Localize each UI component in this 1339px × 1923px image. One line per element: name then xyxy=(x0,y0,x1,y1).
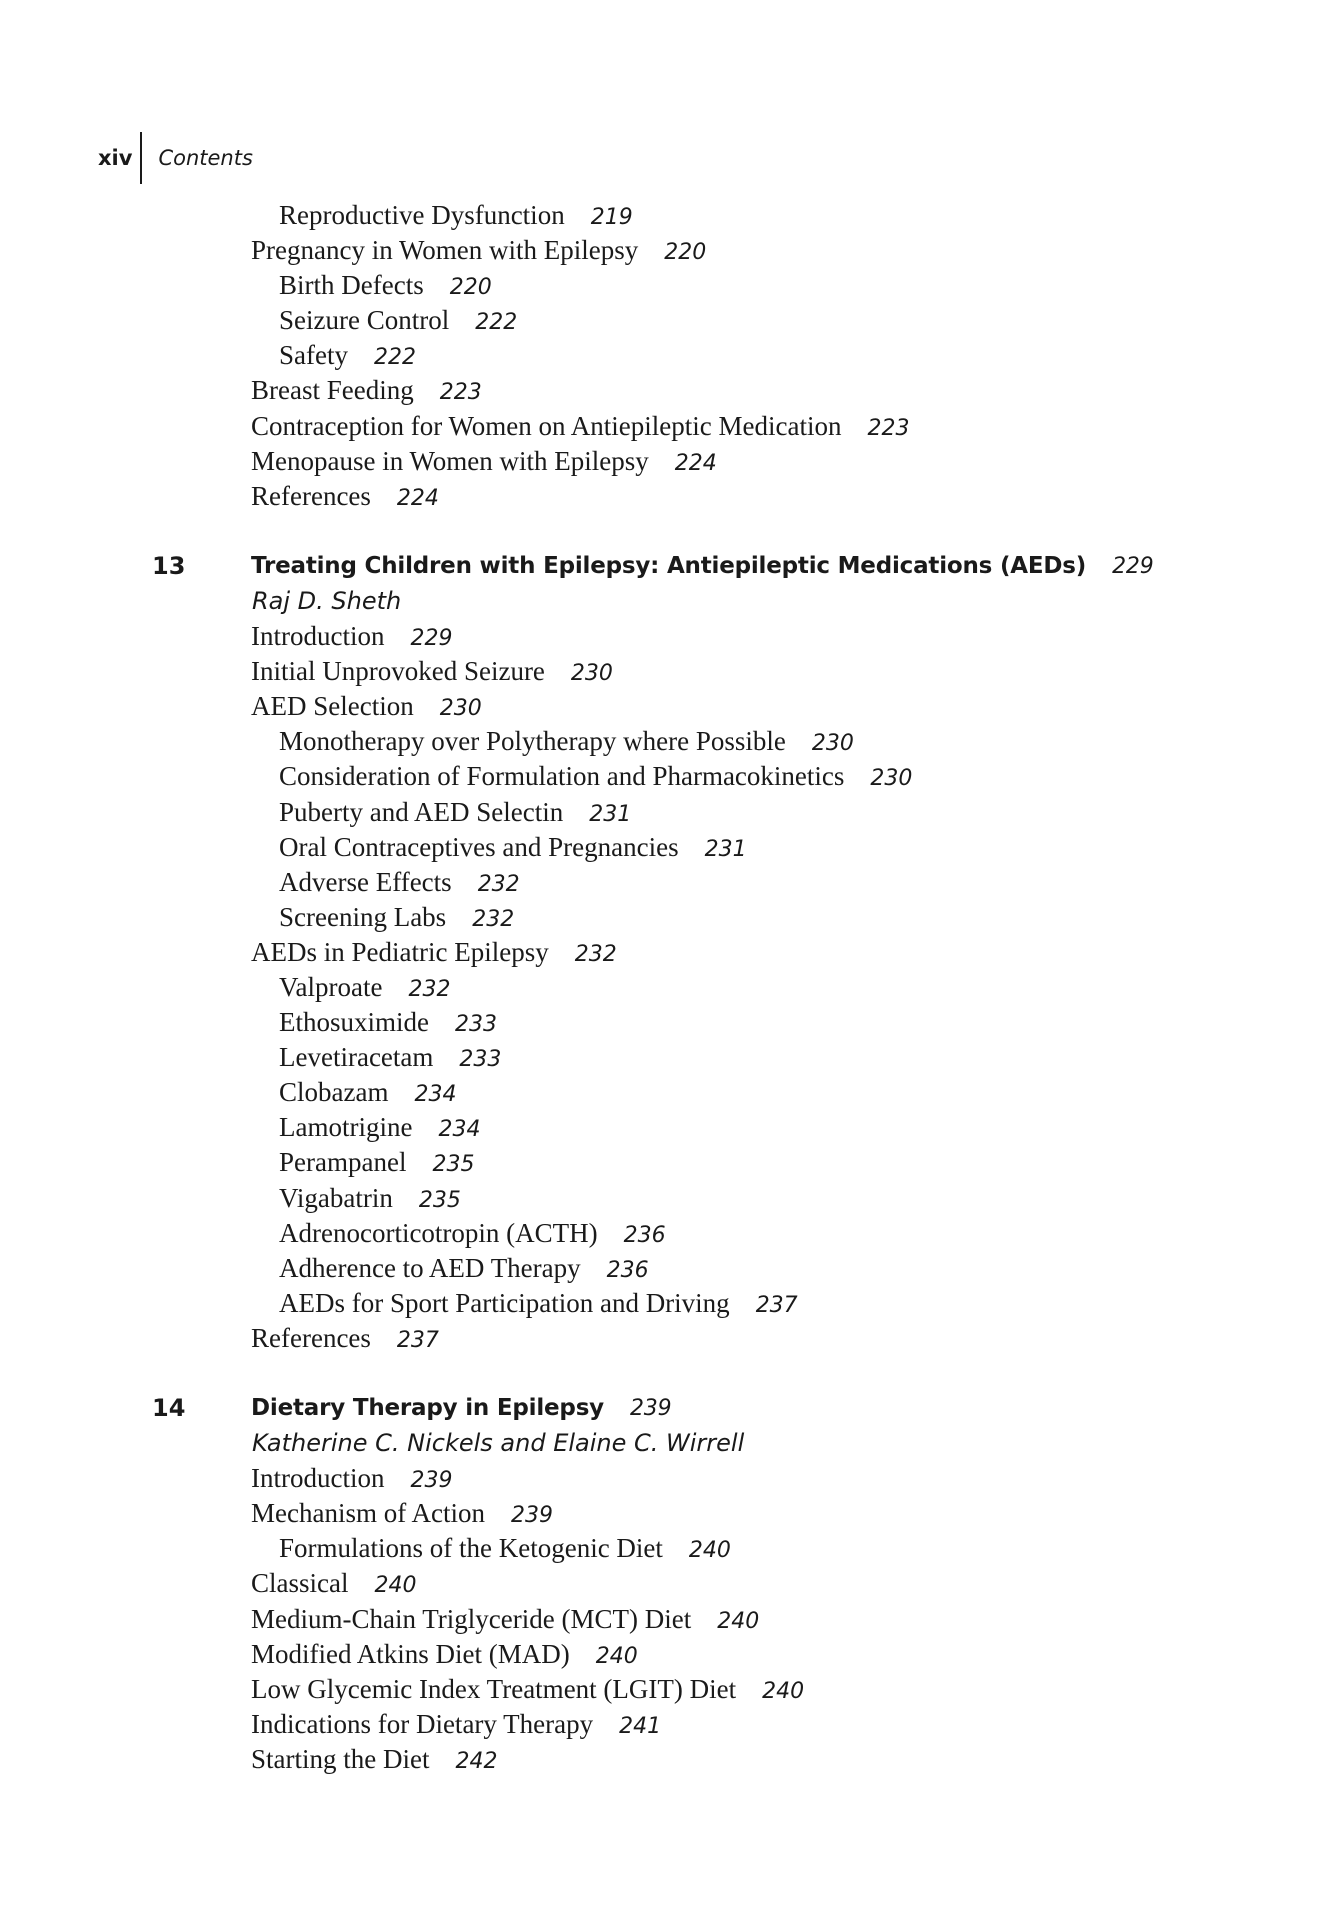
toc-entry-line xyxy=(279,970,450,1007)
chapter-page: 229 xyxy=(1112,553,1154,579)
toc-entry-page: 232 xyxy=(477,871,520,897)
toc-entry-line xyxy=(251,479,439,516)
toc-entry-line xyxy=(279,759,912,796)
toc-entry-page: 230 xyxy=(570,661,613,687)
toc-entry-title: Mechanism of Action xyxy=(251,1498,485,1529)
toc-entry xyxy=(0,409,1339,444)
toc-entry-title: Perampanel xyxy=(279,1147,407,1178)
toc-entry-page: 231 xyxy=(589,801,632,827)
toc-entry-page: 232 xyxy=(472,906,515,932)
toc-entry-title: Indications for Dietary Therapy xyxy=(251,1708,594,1739)
toc-entry-line xyxy=(279,1110,480,1147)
toc-entry-title: Medium-Chain Triglyceride (MCT) Diet xyxy=(251,1603,692,1634)
toc-entry xyxy=(0,935,1339,970)
toc-entry-page: 242 xyxy=(455,1748,498,1774)
toc-entry xyxy=(0,865,1339,900)
toc-entry-page: 224 xyxy=(674,450,717,476)
toc-entry xyxy=(0,1742,1339,1777)
toc-entry-title: Valproate xyxy=(279,971,383,1002)
toc-entry-page: 239 xyxy=(410,1468,453,1494)
toc-entry xyxy=(0,619,1339,654)
toc-entry-title: Monotherapy over Polytherapy where Possible xyxy=(279,726,786,757)
toc-entry xyxy=(0,1251,1339,1286)
toc-entry-title: Reproductive Dysfunction xyxy=(279,200,565,230)
toc-entry-page: 240 xyxy=(374,1573,417,1599)
chapter-authors: Katherine C. Nickels and Elaine C. Wirrell xyxy=(252,1429,745,1458)
toc-entry-title: AEDs in Pediatric Epilepsy xyxy=(251,936,549,967)
toc-entry xyxy=(0,1566,1339,1601)
toc-entry-title: Menopause in Women with Epilepsy xyxy=(251,445,649,476)
toc-entry-page: 234 xyxy=(414,1082,457,1108)
toc-entry xyxy=(0,689,1339,724)
toc-entry-line xyxy=(279,1531,731,1568)
toc-entry-page: 237 xyxy=(755,1292,798,1318)
toc-entry-page: 222 xyxy=(373,345,416,371)
toc-entry xyxy=(0,303,1339,338)
toc-entry-page: 241 xyxy=(619,1713,662,1739)
toc-entry-title: Introduction xyxy=(251,1463,385,1494)
toc-entry-title: Screening Labs xyxy=(279,901,447,932)
chapter-title: Dietary Therapy in Epilepsy xyxy=(251,1395,604,1421)
toc-entry-line xyxy=(279,1075,456,1112)
toc-entry-title: Adherence to AED Therapy xyxy=(279,1252,581,1283)
header-divider xyxy=(140,132,142,184)
toc-entry-title: Safety xyxy=(279,340,348,371)
toc-entry xyxy=(0,1321,1339,1356)
toc-entry xyxy=(0,233,1339,268)
toc-entry xyxy=(0,198,1339,233)
toc-entry-line xyxy=(251,409,909,446)
toc-entry-line xyxy=(279,338,416,375)
toc-entry xyxy=(0,373,1339,408)
toc-entry-line xyxy=(251,689,482,726)
toc-entry xyxy=(0,1602,1339,1637)
toc-entry-line xyxy=(251,1742,497,1779)
toc-entry-line xyxy=(251,373,482,410)
toc-entry xyxy=(0,1707,1339,1742)
chapter-title: Treating Children with Epilepsy: Antiepileptic Medications (AEDs) xyxy=(251,552,1087,579)
toc-entry-page: 236 xyxy=(623,1222,666,1248)
toc-entry-page: 237 xyxy=(396,1327,439,1353)
toc-entry xyxy=(0,724,1339,759)
toc-entry-page: 236 xyxy=(606,1257,649,1283)
toc-entry-line xyxy=(279,1040,501,1077)
toc-entry-page: 234 xyxy=(438,1117,481,1143)
toc-entry xyxy=(0,1216,1339,1251)
toc-entry-line xyxy=(279,830,747,867)
toc-entry-line xyxy=(279,795,631,832)
toc-entry-page: 232 xyxy=(574,941,617,967)
toc-entry-line xyxy=(279,865,520,902)
table-of-contents xyxy=(0,198,1339,1777)
toc-entry xyxy=(0,1110,1339,1145)
toc-entry xyxy=(0,1637,1339,1672)
toc-entry-line xyxy=(279,268,492,305)
toc-entry xyxy=(0,1286,1339,1321)
toc-entry xyxy=(0,1461,1339,1496)
toc-entry-line xyxy=(279,1216,666,1253)
toc-entry xyxy=(0,1496,1339,1531)
toc-entry-title: Low Glycemic Index Treatment (LGIT) Diet xyxy=(251,1673,737,1704)
toc-entry-title: References xyxy=(251,1322,371,1353)
chapter-authors: Raj D. Sheth xyxy=(252,586,402,615)
toc-entry-line xyxy=(251,1602,759,1639)
toc-entry-title: Birth Defects xyxy=(279,270,424,301)
chapter-title-line xyxy=(251,1391,671,1426)
toc-entry xyxy=(0,338,1339,373)
toc-entry-title: Consideration of Formulation and Pharmacokinetics xyxy=(279,761,845,792)
toc-entry xyxy=(0,444,1339,479)
toc-entry-title: Contraception for Women on Antiepileptic Medication xyxy=(251,410,842,441)
toc-entry-title: Levetiracetam xyxy=(279,1042,434,1073)
toc-entry-page: 240 xyxy=(762,1678,805,1704)
toc-entry-title: Lamotrigine xyxy=(279,1112,413,1143)
toc-entry xyxy=(0,268,1339,303)
running-header xyxy=(98,132,253,184)
toc-entry xyxy=(0,1005,1339,1040)
toc-entry xyxy=(0,900,1339,935)
toc-entry-title: Clobazam xyxy=(279,1077,389,1108)
chapter-authors-row xyxy=(0,1426,1339,1461)
toc-entry-title: Adrenocorticotropin (ACTH) xyxy=(279,1217,598,1248)
toc-entry-title: Breast Feeding xyxy=(251,375,414,406)
chapter-number: 14 xyxy=(152,1394,186,1422)
toc-entry xyxy=(0,830,1339,865)
toc-entry-line xyxy=(251,1461,452,1498)
toc-entry-page: 231 xyxy=(704,836,747,862)
chapter-title-line xyxy=(251,549,1154,584)
toc-entry-line xyxy=(279,1145,474,1182)
toc-entry-line xyxy=(251,1637,638,1674)
page-folio: xiv xyxy=(98,146,133,170)
toc-entry-page: 230 xyxy=(870,766,913,792)
chapter-heading xyxy=(0,549,1339,584)
toc-entry-page: 223 xyxy=(439,380,482,406)
toc-entry-title: Introduction xyxy=(251,621,385,652)
chapter-heading xyxy=(0,1391,1339,1426)
chapter-number: 13 xyxy=(152,551,186,580)
toc-entry-line xyxy=(251,1566,416,1603)
toc-entry-line xyxy=(279,303,517,340)
toc-entry xyxy=(0,970,1339,1005)
toc-entry xyxy=(0,1672,1339,1707)
toc-entry-title: Puberty and AED Selectin xyxy=(279,796,564,827)
chapter-spacer xyxy=(0,1356,1339,1391)
toc-entry-title: References xyxy=(251,480,371,511)
toc-entry xyxy=(0,654,1339,689)
toc-entry-line xyxy=(279,1005,497,1042)
toc-entry-title: AED Selection xyxy=(251,691,414,722)
toc-entry-title: Initial Unprovoked Seizure xyxy=(251,656,545,687)
toc-entry-page: 224 xyxy=(396,485,439,511)
toc-entry xyxy=(0,795,1339,830)
toc-entry-line xyxy=(251,444,717,481)
toc-entry-line xyxy=(251,1672,804,1709)
toc-entry-line xyxy=(279,724,854,761)
running-title: Contents xyxy=(158,146,253,170)
toc-entry-line xyxy=(279,1181,461,1218)
toc-entry-title: Pregnancy in Women with Epilepsy xyxy=(251,235,639,266)
toc-entry-title: Formulations of the Ketogenic Diet xyxy=(279,1533,663,1564)
chapter-spacer xyxy=(0,514,1339,549)
toc-entry xyxy=(0,1531,1339,1566)
toc-entry-page: 235 xyxy=(418,1187,461,1213)
toc-entry xyxy=(0,1075,1339,1110)
toc-entry-line xyxy=(251,1321,439,1358)
toc-entry-page: 235 xyxy=(432,1152,475,1178)
toc-entry-page: 233 xyxy=(455,1012,497,1038)
toc-entry-page: 240 xyxy=(688,1538,731,1564)
toc-entry-page: 219 xyxy=(590,205,633,230)
toc-entry xyxy=(0,479,1339,514)
toc-entry xyxy=(0,1145,1339,1180)
toc-entry-line xyxy=(279,1251,649,1288)
toc-entry-title: Seizure Control xyxy=(279,305,450,336)
toc-entry-page: 230 xyxy=(811,731,854,757)
toc-entry-page: 239 xyxy=(510,1503,553,1529)
toc-entry-line xyxy=(251,1707,661,1744)
toc-entry-page: 222 xyxy=(475,310,518,336)
toc-entry-title: Classical xyxy=(251,1568,349,1599)
toc-entry-line xyxy=(251,1496,553,1533)
toc-entry-page: 240 xyxy=(595,1643,638,1669)
toc-entry-page: 223 xyxy=(867,415,910,441)
chapter-page: 239 xyxy=(629,1396,672,1421)
toc-entry-page: 229 xyxy=(410,626,453,652)
toc-entry-title: Vigabatrin xyxy=(279,1182,393,1213)
toc-entry-title: Oral Contraceptives and Pregnancies xyxy=(279,831,679,862)
toc-entry-title: Starting the Diet xyxy=(251,1743,430,1774)
toc-entry-title: Modified Atkins Diet (MAD) xyxy=(251,1638,570,1669)
toc-entry-page: 220 xyxy=(664,240,707,266)
toc-entry-page: 240 xyxy=(717,1608,760,1634)
toc-entry-title: Adverse Effects xyxy=(279,866,452,897)
toc-entry-line xyxy=(279,900,514,937)
toc-entry-title: AEDs for Sport Participation and Driving xyxy=(279,1287,730,1318)
toc-entry-line xyxy=(251,233,706,270)
toc-entry-line xyxy=(251,935,617,972)
toc-entry-page: 233 xyxy=(459,1047,502,1073)
toc-entry-line xyxy=(251,619,452,656)
toc-entry xyxy=(0,759,1339,794)
toc-entry xyxy=(0,1040,1339,1075)
toc-entry xyxy=(0,1181,1339,1216)
toc-entry-title: Ethosuximide xyxy=(279,1007,429,1038)
toc-entry-page: 232 xyxy=(408,976,451,1002)
chapter-authors-row xyxy=(0,584,1339,619)
toc-entry-line xyxy=(251,654,613,691)
toc-entry-line xyxy=(279,1286,798,1323)
toc-entry-page: 230 xyxy=(439,696,482,722)
toc-entry-page: 220 xyxy=(449,275,492,301)
toc-entry-line xyxy=(279,198,633,235)
